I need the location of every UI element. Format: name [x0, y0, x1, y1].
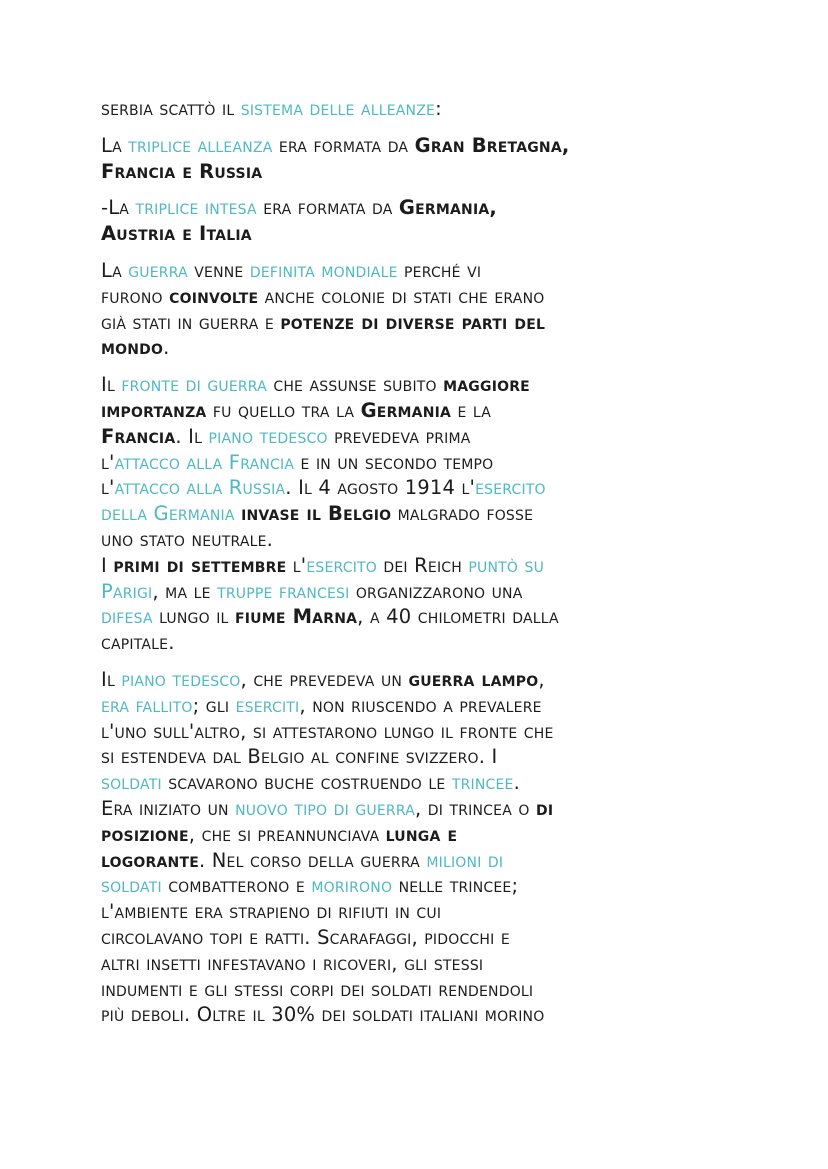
text-segment: che assunse subito: [266, 373, 444, 397]
text-line: [101, 848, 741, 874]
bold-term: Gran Bretagna,: [414, 133, 570, 157]
paragraph-p6: [101, 553, 741, 656]
text-segment: si estendeva dal Belgio al confine svizzero. I: [101, 745, 498, 769]
highlighted-term: milioni di: [426, 848, 504, 872]
highlighted-term: piano tedesco: [121, 667, 241, 691]
highlighted-term: piano tedesco: [208, 424, 328, 448]
text-segment: scavarono buche costruendo le: [161, 771, 452, 795]
text-line: [101, 195, 741, 221]
bold-term: Francia: [101, 424, 176, 448]
text-line: [101, 796, 741, 822]
highlighted-term: nuovo tipo di guerra: [235, 796, 415, 820]
text-line: [101, 1002, 741, 1028]
text-segment: prevedeva prima: [327, 424, 471, 448]
text-segment: , di trincea o: [415, 796, 537, 820]
text-line: [101, 501, 741, 527]
text-line: [101, 951, 741, 977]
text-segment: Il: [101, 373, 122, 397]
text-line: [101, 667, 741, 693]
paragraph-p7: [101, 667, 741, 1028]
text-segment: l': [286, 553, 307, 577]
text-line: [101, 719, 741, 745]
bold-term: primi di settembre: [113, 553, 287, 577]
text-line: [101, 822, 741, 848]
highlighted-term: della Germania: [101, 502, 235, 526]
text-segment: ,: [538, 667, 545, 691]
text-segment: circolavano topi e ratti. Scarafaggi, pidocchi e: [101, 925, 510, 949]
text-segment: fu quello tra la: [206, 398, 361, 422]
text-segment: malgrado fosse: [391, 502, 534, 526]
text-segment: La: [101, 133, 129, 157]
text-segment: già stati in guerra e: [101, 310, 281, 334]
paragraph-p3: [101, 195, 741, 247]
text-segment: , ma le: [152, 579, 218, 603]
bold-term: coinvolte: [169, 284, 259, 308]
text-line: [101, 450, 741, 476]
text-segment: Era iniziato un: [101, 796, 236, 820]
text-line: [101, 604, 741, 630]
text-segment: dei Reich: [377, 553, 469, 577]
bold-term: mondo: [101, 336, 164, 360]
text-segment: anche colonie di stati che erano: [258, 284, 545, 308]
text-segment: capitale.: [101, 631, 175, 655]
bold-term: Francia e Russia: [101, 159, 263, 183]
text-segment: era formata da: [256, 196, 399, 220]
text-line: [101, 398, 741, 424]
bold-term: guerra lampo: [408, 667, 539, 691]
text-segment: ; gli: [192, 693, 236, 717]
highlighted-term: era fallito: [101, 693, 193, 717]
bold-term: Austria e Italia: [101, 222, 252, 246]
bold-term: Germania,: [398, 196, 498, 220]
paragraph-p2: [101, 133, 741, 185]
text-segment: uno stato neutrale.: [101, 527, 274, 551]
text-segment: più deboli. Oltre il 30% dei soldati italiani morino: [101, 1003, 545, 1027]
bold-term: fiume Marna: [234, 605, 358, 629]
text-segment: :: [435, 97, 442, 120]
text-line: [101, 899, 741, 925]
text-segment: .: [513, 771, 520, 795]
text-segment: perché vi: [397, 258, 482, 282]
paragraph-p1: [101, 96, 741, 122]
text-segment: e la: [451, 398, 492, 422]
text-line: [101, 925, 741, 951]
text-line: [101, 372, 741, 398]
highlighted-term: soldati: [101, 874, 162, 898]
text-segment: altri insetti infestavano i ricoveri, gli stessi: [101, 951, 484, 975]
highlighted-term: morirono: [311, 874, 393, 898]
highlighted-term: attacco alla Francia: [114, 450, 295, 474]
text-segment: nelle trincee;: [392, 874, 519, 898]
bold-term: invase il Belgio: [241, 502, 392, 526]
bold-term: logorante: [101, 848, 199, 872]
text-line: [101, 133, 741, 159]
text-segment: combatterono e: [161, 874, 312, 898]
text-segment: indumenti e gli stessi corpi dei soldati rendendoli: [101, 977, 534, 1001]
text-segment: e in un secondo tempo: [294, 450, 494, 474]
text-segment: . Nel corso della guerra: [198, 848, 427, 872]
text-segment: l': [101, 450, 115, 474]
text-segment: furono: [101, 284, 170, 308]
bold-term: importanza: [101, 398, 207, 422]
text-segment: -La: [101, 196, 136, 220]
text-line: [101, 527, 741, 553]
highlighted-term: esercito: [475, 476, 546, 500]
text-line: [101, 553, 741, 579]
text-segment: l'ambiente era strapieno di rifiuti in cui: [101, 900, 442, 924]
text-segment: I: [101, 553, 114, 577]
text-segment: l': [101, 476, 115, 500]
text-line: [101, 770, 741, 796]
highlighted-term: truppe francesi: [217, 579, 350, 603]
text-segment: , che prevedeva un: [240, 667, 409, 691]
text-segment: serbia scattò il: [101, 97, 241, 120]
text-line: [101, 335, 741, 361]
text-segment: Il: [101, 667, 122, 691]
bold-term: di: [536, 796, 554, 820]
highlighted-term: guerra: [128, 258, 188, 282]
text-line: [101, 424, 741, 450]
text-segment: lungo il: [152, 605, 235, 629]
text-segment: organizzarono una: [349, 579, 523, 603]
text-segment: , a 40 chilometri dalla: [357, 605, 559, 629]
text-line: [101, 284, 741, 310]
paragraph-p4: [101, 258, 741, 361]
bold-term: lunga e: [385, 822, 458, 846]
text-line: [101, 630, 741, 656]
highlighted-term: sistema delle alleanze: [240, 97, 436, 120]
text-segment: , non riuscendo a prevalere: [299, 693, 542, 717]
bold-term: maggiore: [443, 373, 530, 397]
highlighted-term: difesa: [101, 605, 153, 629]
notes-page: [101, 96, 741, 1039]
highlighted-term: fronte di guerra: [121, 373, 267, 397]
highlighted-term: puntò su: [468, 553, 545, 577]
text-segment: era formata da: [272, 133, 415, 157]
text-line: [101, 579, 741, 605]
text-line: [101, 693, 741, 719]
highlighted-term: eserciti: [235, 693, 300, 717]
highlighted-term: attacco alla Russia: [114, 476, 286, 500]
highlighted-term: definita mondiale: [249, 258, 398, 282]
highlighted-term: Parigi: [101, 579, 153, 603]
text-segment: venne: [187, 258, 250, 282]
text-line: [101, 96, 741, 122]
text-line: [101, 159, 741, 185]
bold-term: posizione: [101, 822, 189, 846]
text-line: [101, 258, 741, 284]
text-segment: La: [101, 258, 129, 282]
bold-term: potenze di diverse parti del: [280, 310, 546, 334]
text-line: [101, 310, 741, 336]
paragraph-p5: [101, 372, 741, 553]
text-segment: . Il: [175, 424, 209, 448]
highlighted-term: esercito: [306, 553, 377, 577]
text-line: [101, 475, 741, 501]
highlighted-term: trincee: [451, 771, 514, 795]
highlighted-term: soldati: [101, 771, 162, 795]
text-line: [101, 873, 741, 899]
bold-term: Germania: [360, 398, 452, 422]
highlighted-term: triplice alleanza: [128, 133, 273, 157]
text-line: [101, 221, 741, 247]
text-segment: , che si preannunciava: [188, 822, 386, 846]
text-segment: .: [163, 336, 170, 360]
text-segment: l'uno sull'altro, si attestarono lungo il fronte che: [101, 719, 554, 743]
text-line: [101, 744, 741, 770]
highlighted-term: triplice intesa: [135, 196, 257, 220]
text-segment: . Il 4 agosto 1914 l': [285, 476, 476, 500]
text-line: [101, 977, 741, 1003]
